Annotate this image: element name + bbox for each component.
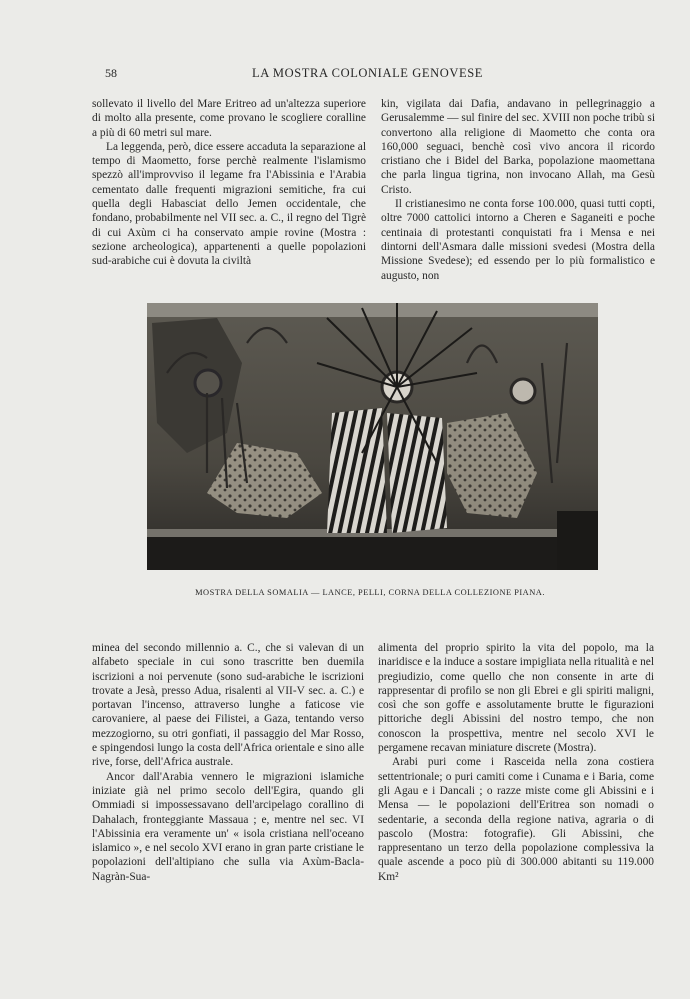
text-column-bottom-left <box>92 641 364 884</box>
photo-illustration <box>147 303 598 570</box>
paragraph: minea del secondo millennio a. C., che si valevan di un alfabeto speciale in cui sono trascritte ben duemila iscrizioni a noi pervenute (sono sud-arabiche le iscrizioni trovate a Jesà, presso Adua, risalenti al VII-V sec. a. C.) e portavan l'incenso, attraverso lunghe a faticose vie carovaniere, al paese dei Filistei, a Gaza, tentando verso mezzogiorno, su otri gonfiati, il passaggio del Mar Rosso, e spingendosi lungo la costa dell'Africa orientale e sino alle rive, forse, dell'Africa australe. <box>92 642 364 769</box>
paragraph: Ancor dall'Arabia vennero le migrazioni islamiche iniziate già nel primo secolo dell'Egira, quando gli Ommiadi si impossessavano dell'arcipelago corallino di Dahalach, fronteggiante Massaua ; e, mentre nel sec. VI l'Abissinia era veramente un' « isola cristiana nell'oceano islamico », e nel secolo XVI erano in gran parte cristiane le popolazioni dell'altipiano che sulla via Axùm-Bacla-Nagràn-Sua- <box>92 770 364 883</box>
text-column-top-right <box>381 97 655 283</box>
exhibit-photograph <box>147 303 598 570</box>
paragraph: Il cristianesimo ne conta forse 100.000, quasi tutti copti, oltre 7000 cattolici intorno a Cheren e Saganeiti e poche centinaia di protestanti conquistati fra i Mensa e nei dintorni dell'Asmara dalle missioni svedesi (Mostra della Missione Svedese); ed essendo per lo più formalistico e augusto, non <box>381 198 655 282</box>
page-header <box>0 66 690 84</box>
running-title: LA MOSTRA COLONIALE GENOVESE <box>252 66 484 80</box>
paragraph: Arabi puri come i Rasceida nella zona costiera settentrionale; o puri camiti come i Cunama e i Baria, come gli Agau e i Dancali ; o razze miste come gli Abissini e i Mensa — le popolazioni dell'Eritrea son nomadi o sedentarie, a seconda della regione nativa, agraria o di pascolo (Mostra: fotografie). Gli Abissini, che rappresentano un terzo della popolazione complessiva la quale ascende a poco più di 300.000 abitanti su 119.000 Km² <box>378 756 654 883</box>
paragraph: alimenta del proprio spirito la vita del popolo, ma la inaridisce e la induce a sostare impigliata nella ritualità e nel pregiudizio, come quello che non consente in arte di rappresentar di profilo se non gli Ebrei e gli spiriti maligni, così che son goffe e assolutamente brutte le figurazioni pittoriche degli Abissini del nostro tempo, che non conoscon la prospettiva, mentre nel secolo XVI le pergamene recavan miniature discrete (Mostra). <box>378 642 654 755</box>
paragraph: La leggenda, però, dice essere accaduta la separazione al tempo di Maometto, forse perchè realmente l'islamismo spezzò all'improvviso il legame fra l'Abissinia e l'Arabia cementato dalle frequenti migrazioni semitiche, fra cui quella degli Habasciat dello Jemen occidentale, che fondano, probabilmente nel VII sec. a. C., il regno del Tigrè di cui Axùm ci ha conservato ampie rovine (Mostra : sezione archeologica), appartenenti a quelle popolazioni sud-arabiche cui è dovuta la civiltà <box>92 140 366 268</box>
page-number: 58 <box>105 66 117 80</box>
photo-caption: MOSTRA DELLA SOMALIA — LANCE, PELLI, CORNA DELLA COLLEZIONE PIANA. <box>195 588 545 597</box>
text-column-top-left <box>92 97 366 269</box>
paragraph: sollevato il livello del Mare Eritreo ad un'altezza superiore di molto alla presente, come provano le scogliere coralline a più di 60 metri sul mare. <box>92 98 366 139</box>
text-column-bottom-right <box>378 641 654 884</box>
paragraph: kin, vigilata dai Dafia, andavano in pellegrinaggio a Gerusalemme — sul finire del sec. XVIII non poche tribù si convertono alla religione di Maometto che conta ora 160,000 seguaci, benchè così vivo ancora il ricordo cristiano che i Bidel del Barka, popolazione maomettana che parla lingua tigrina, non invocano Allah, ma Gesù Cristo. <box>381 98 655 196</box>
